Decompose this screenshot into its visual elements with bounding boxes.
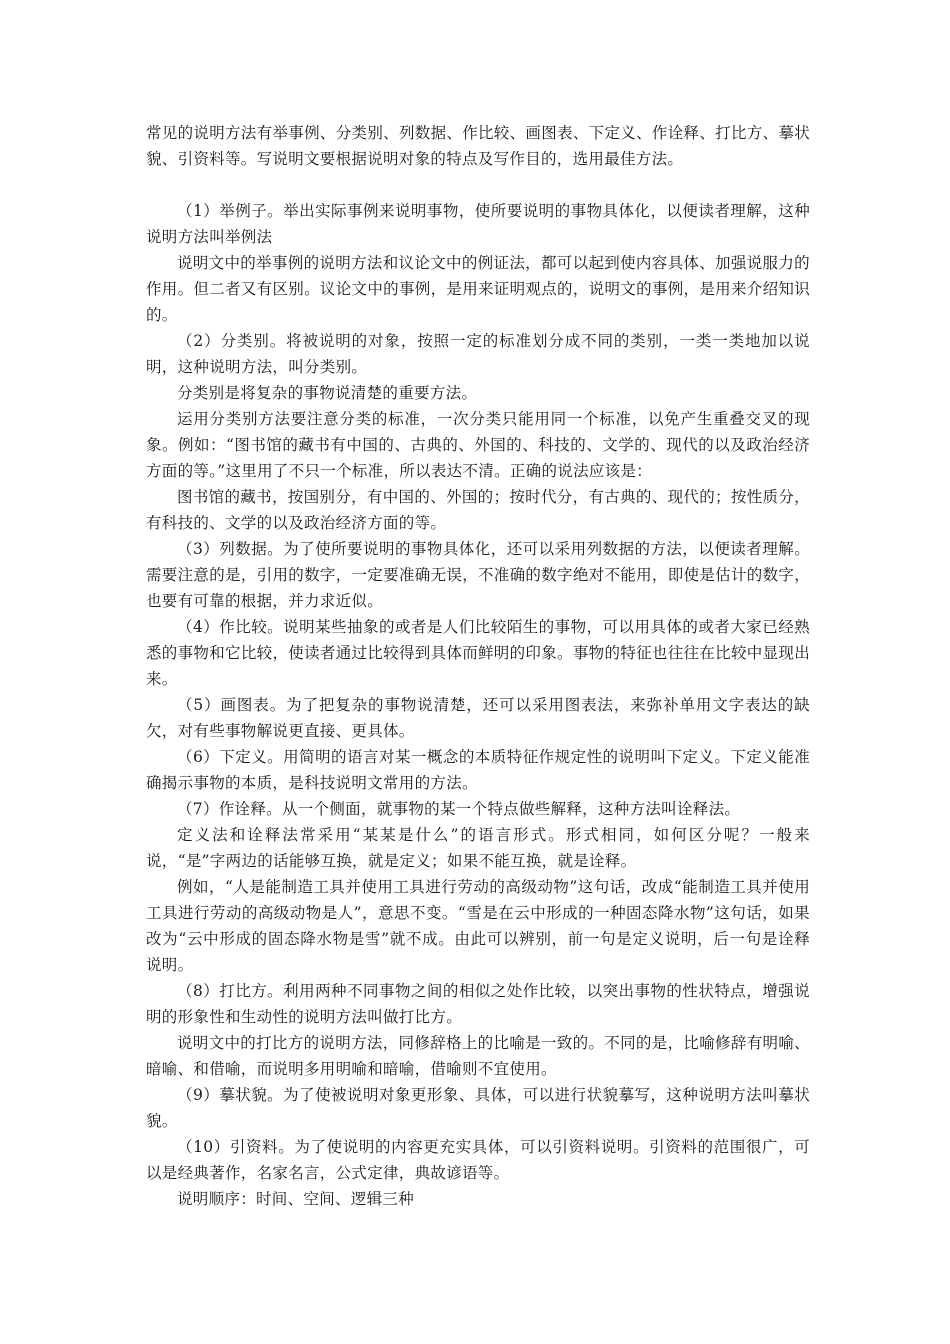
- paragraph-classification-method: （2）分类别。将被说明的对象，按照一定的标准划分成不同的类别，一类一类地加以说明，这种说明方法，叫分类别。: [146, 332, 810, 376]
- paragraph-analogy-method: （8）打比方。利用两种不同事物之间的相似之处作比较，以突出事物的性状特点，增强说明的形象性和生动性的说明方法叫做打比方。: [146, 982, 810, 1026]
- paragraph-explanation-method: （7）作诠释。从一个侧面，就事物的某一个特点做些解释，这种方法叫诠释法。: [177, 800, 741, 818]
- document-body: [146, 120, 810, 1212]
- paragraph-description-method: （9）摹状貌。为了使被说明对象更形象、具体，可以进行状貌摹写，这种说明方法叫摹状貌。: [146, 1086, 810, 1130]
- paragraph-analogy-metaphor: 说明文中的打比方的说明方法，同修辞格上的比喻是一致的。不同的是，比喻修辞有明喻、暗喻、和借喻，而说明多用明喻和暗喻，借喻则不宜使用。: [146, 1034, 810, 1078]
- paragraph-definition-method: （6）下定义。用简明的语言对某一概念的本质特征作规定性的说明叫下定义。下定义能准确揭示事物的本质，是科技说明文常用的方法。: [146, 748, 810, 792]
- intro-paragraph: 常见的说明方法有举事例、分类别、列数据、作比较、画图表、下定义、作诠释、打比方、摹状貌、引资料等。写说明文要根据说明对象的特点及写作目的，选用最佳方法。: [146, 124, 810, 168]
- paragraph-example-method: （1）举例子。举出实际事例来说明事物，使所要说明的事物具体化，以便读者理解，这种说明方法叫举例法: [146, 202, 810, 246]
- paragraph-classification-importance: 分类别是将复杂的事物说清楚的重要方法。: [177, 384, 478, 402]
- paragraph-definition-example: 例如，“人是能制造工具并使用工具进行劳动的高级动物”这句话，改成“能制造工具并使用工具进行劳动的高级动物是人”，意思不变。“雪是在云中形成的一种固态降水物”这句话，如果改为“云中形成的固态降水物是雪”就不成。由此可以辨别，前一句是定义说明，后一句是诠释说明。: [146, 878, 810, 974]
- paragraph-example-vs-argument: 说明文中的举事例的说明方法和议论文中的例证法，都可以起到使内容具体、加强说服力的作用。但二者又有区别。议论文中的事例，是用来证明观点的，说明文的事例，是用来介绍知识的。: [146, 254, 810, 324]
- paragraph-citation-method: （10）引资料。为了使说明的内容更充实具体，可以引资料说明。引资料的范围很广，可以是经典著作，名家名言，公式定律，典故谚语等。: [146, 1138, 810, 1182]
- paragraph-definition-vs-explanation: 定义法和诠释法常采用“某某是什么”的语言形式。形式相同，如何区分呢？一般来说，“是”字两边的话能够互换，就是定义；如果不能互换，就是诠释。: [146, 826, 810, 870]
- paragraph-chart-method: （5）画图表。为了把复杂的事物说清楚，还可以采用图表法，来弥补单用文字表达的缺欠，对有些事物解说更直接、更具体。: [146, 696, 810, 740]
- paragraph-classification-standard: 运用分类别方法要注意分类的标准，一次分类只能用同一个标准，以免产生重叠交叉的现象。例如：“图书馆的藏书有中国的、古典的、外国的、科技的、文学的、现代的以及政治经济方面的等。”这里用了不只一个标准，所以表达不清。正确的说法应该是：: [146, 410, 810, 480]
- paragraph-comparison-method: （4）作比较。说明某些抽象的或者是人们比较陌生的事物，可以用具体的或者大家已经熟悉的事物和它比较，使读者通过比较得到具体而鲜明的印象。事物的特征也往往在比较中显现出来。: [146, 618, 810, 688]
- paragraph-order: 说明顺序：时间、空间、逻辑三种: [177, 1190, 415, 1208]
- paragraph-data-method: （3）列数据。为了使所要说明的事物具体化，还可以采用列数据的方法，以便读者理解。需要注意的是，引用的数字，一定要准确无误，不准确的数字绝对不能用，即使是估计的数字，也要有可靠的根据，并力求近似。: [146, 540, 810, 610]
- paragraph-classification-correct: 图书馆的藏书，按国别分，有中国的、外国的；按时代分，有古典的、现代的；按性质分，有科技的、文学的以及政治经济方面的等。: [146, 488, 810, 532]
